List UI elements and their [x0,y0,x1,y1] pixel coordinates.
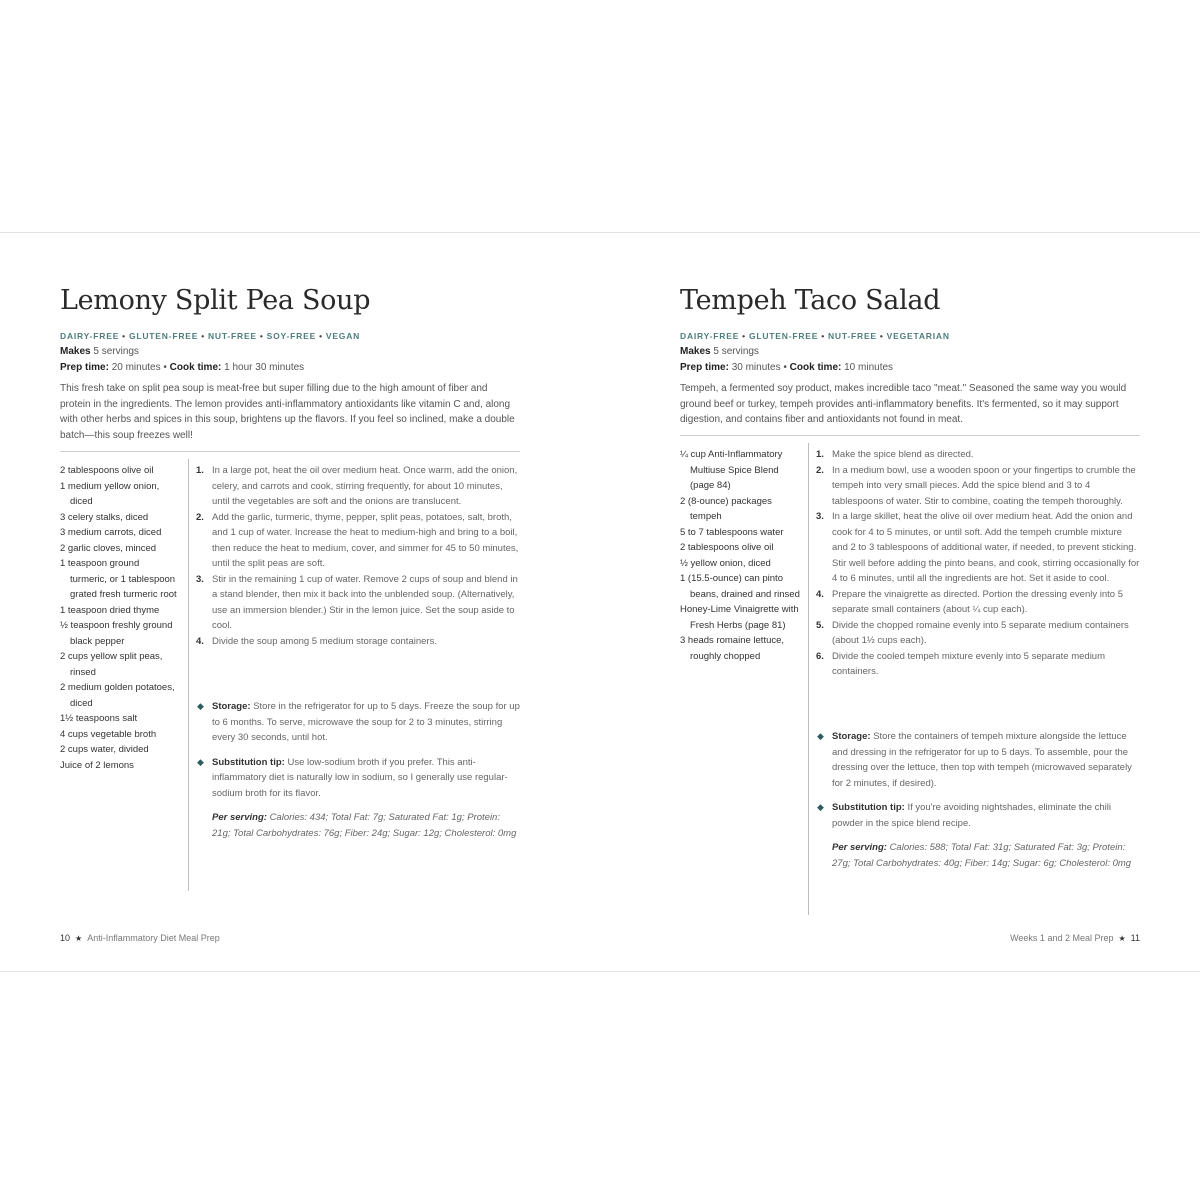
column-divider [188,459,189,891]
step: 3. Stir in the remaining 1 cup of water. Remove 2 cups of soup and blend in a stand blender, then mix it back into the unblended soup. (Alternatively, use an immersion blender.) Stir in the lemon juice. Set the soup aside to cool. [196,573,518,631]
bullet-icon: ◆ [197,756,204,767]
step-list [816,447,1140,680]
ingredient: ¼ cup Anti-Inflammatory Multiuse Spice Blend (page 84) [680,449,783,491]
page-footer [1010,933,1140,943]
ingredient-list [680,447,800,664]
star-icon: ★ [1118,934,1126,943]
bullet-icon: ◆ [817,731,824,741]
ingredient: ½ teaspoon freshly ground black pepper [60,620,173,647]
bullet-icon: ◆ [817,802,824,812]
ingredient: Juice of 2 lemons [60,759,134,771]
column-divider [808,443,809,915]
step: 2. In a medium bowl, use a wooden spoon or your fingertips to crumble the tempeh into very small pieces. Add the spice blend and 3 to 4 tablespoons of water. Stir to combine, coating the tempeh thoroughly. [816,464,1136,507]
star-icon: ★ [75,934,83,943]
step: 5. Divide the chopped romaine evenly into 5 separate medium containers (about 1½ cups each). [816,619,1129,646]
diet-tag: NUT-FREE [207,331,257,341]
running-title: Anti-Inflammatory Diet Meal Prep [87,933,220,943]
page-number: 10 [60,933,71,943]
ingredient-list [60,463,178,773]
step: 4. Divide the soup among 5 medium storage containers. [196,635,437,647]
left-page [60,233,520,971]
makes-line: Makes 5 servings [60,346,139,357]
recipe-intro: This fresh take on split pea soup is meat-free but super filling due to the high amount of fiber and protein in the ingredients. The lemon provides anti-inflammatory antioxidants like vitamin C and, along with other herbs and spices in this soup, brightens up the flavors. If you feel so inclined, make a double batch—this soup freezes well! [60,383,515,441]
diet-tag: NUT-FREE [827,331,877,341]
time-line: Prep time: 30 minutes • Cook time: 10 minutes [680,362,894,373]
step-list [196,463,520,649]
right-page [680,233,1140,971]
ingredient: 1 teaspoon dried thyme [60,604,160,616]
diet-tag: GLUTEN-FREE [748,331,819,341]
step: 2. Add the garlic, turmeric, thyme, pepper, split peas, potatoes, salt, broth, and 1 cup of water. Increase the heat to medium-high and bring to a boil, then reduce the heat to medium, cover, and simmer for 45 to 50 minutes, until the split peas are soft. [196,511,519,569]
ingredient: 2 tablespoons olive oil [680,542,774,553]
recipe-title: Lemony Split Pea Soup [60,285,371,316]
diet-tag: DAIRY-FREE [680,331,740,341]
ingredient: 1 teaspoon ground turmeric, or 1 tablespoon grated fresh turmeric root [60,558,177,600]
ingredient: 2 cups yellow split peas, rinsed [60,651,163,678]
ingredient: 2 medium golden potatoes, diced [60,682,175,709]
ingredient: 3 heads romaine lettuce, roughly chopped [680,635,785,662]
diet-tag: SOY-FREE [266,331,317,341]
ingredient: 2 cups water, divided [60,744,149,755]
step: 6. Divide the cooled tempeh mixture evenly into 5 separate medium containers. [816,650,1106,677]
substitution-note: ◆ Substitution tip: If you're avoiding nightshades, eliminate the chili powder in the spice blend recipe. [817,802,1112,829]
page-number: 11 [1130,933,1140,943]
running-title: Weeks 1 and 2 Meal Prep [1010,933,1114,943]
diet-tag: VEGETARIAN [886,331,950,341]
nutrition-info: Per serving: Calories: 588; Total Fat: 31g; Saturated Fat: 3g; Protein: 27g; Total Carbohydrates: 40g; Fiber: 14g; Sugar: 6g; Cholesterol: 0mg [832,842,1132,869]
ingredient: 2 garlic cloves, minced [60,542,157,554]
ingredient: 2 tablespoons olive oil [60,465,154,476]
recipe-notes [816,729,1140,871]
ingredient: 4 cups vegetable broth [60,728,157,740]
recipe-title: Tempeh Taco Salad [680,285,941,316]
bullet-icon: ◆ [197,701,204,711]
makes-line: Makes 5 servings [680,346,759,357]
time-line: Prep time: 20 minutes • Cook time: 1 hour 30 minutes [60,362,305,373]
ingredient: 1 medium yellow onion, diced [60,480,160,507]
step: 1. Make the spice blend as directed. [816,449,974,460]
diet-tags: DAIRY-FREE • GLUTEN-FREE • NUT-FREE • VEGETARIAN [680,331,950,341]
ingredient: 2 (8-ounce) packages tempeh [680,495,772,522]
storage-note: ◆ Storage: Store the containers of tempeh mixture alongside the lettuce and dressing in the refrigerator for up to 5 days. To assemble, pour the dressing over the lettuce, then top with tempeh (microwaved separately for 2 minutes, if desired). [817,731,1132,789]
step: 4. Prepare the vinaigrette as directed. Portion the dressing evenly into 5 separate small containers (about ¼ cup each). [816,588,1123,615]
section-divider [680,435,1140,436]
page-footer [60,933,220,943]
ingredient: 3 medium carrots, diced [60,527,162,538]
step: 1. In a large pot, heat the oil over medium heat. Once warm, add the onion, celery, and carrots and cook, stirring frequently, for about 10 minutes, until the vegetables are soft and the onions are translucent. [196,465,518,507]
diet-tags: DAIRY-FREE • GLUTEN-FREE • NUT-FREE • SOY-FREE • VEGAN [60,331,361,341]
storage-note: ◆ Storage: Store in the refrigerator for up to 5 days. Freeze the soup for up to 6 months. To serve, microwave the soup for 2 to 3 minutes, stirring every 30 seconds, until hot. [197,701,520,743]
diet-tag: DAIRY-FREE [60,331,120,341]
step: 3. In a large skillet, heat the olive oil over medium heat. Add the onion and cook for 4 to 5 minutes, or until soft. Add the tempeh crumble mixture and 2 to 3 tablespoons of additional water, if needed, to prevent sticking. Stir well before adding the pinto beans, and cook, stirring occasionally for 4 to 6 minutes, until all the ingredients are hot. Set it aside to cool. [816,511,1140,584]
ingredient: ½ yellow onion, diced [680,557,771,569]
book-spread [0,232,1200,972]
recipe-intro: Tempeh, a fermented soy product, makes incredible taco "meat." Seasoned the same way you would ground beef or turkey, tempeh provides anti-inflammatory benefits. It's fermented, so it may support digestion, and contains fiber and antioxidants not found in meat. [680,383,1127,425]
ingredient: Honey-Lime Vinaigrette with Fresh Herbs (page 81) [680,604,799,631]
nutrition-info: Per serving: Calories: 434; Total Fat: 7g; Saturated Fat: 1g; Protein: 21g; Total Carbohydrates: 76g; Fiber: 24g; Sugar: 12g; Cholesterol: 0mg [212,812,517,839]
diet-tag: GLUTEN-FREE [128,331,199,341]
ingredient: 1½ teaspoons salt [60,713,138,724]
diet-tag: VEGAN [325,331,361,341]
substitution-note: ◆ Substitution tip: Use low-sodium broth if you prefer. This anti-inflammatory diet is naturally low in sodium, so I generally use regular-sodium broth for its flavor. [197,756,508,799]
ingredient: 3 celery stalks, diced [60,511,149,523]
ingredient: 5 to 7 tablespoons water [680,526,784,538]
ingredient: 1 (15.5-ounce) can pinto beans, drained and rinsed [680,573,800,600]
section-divider [60,451,520,452]
recipe-notes [196,699,520,841]
